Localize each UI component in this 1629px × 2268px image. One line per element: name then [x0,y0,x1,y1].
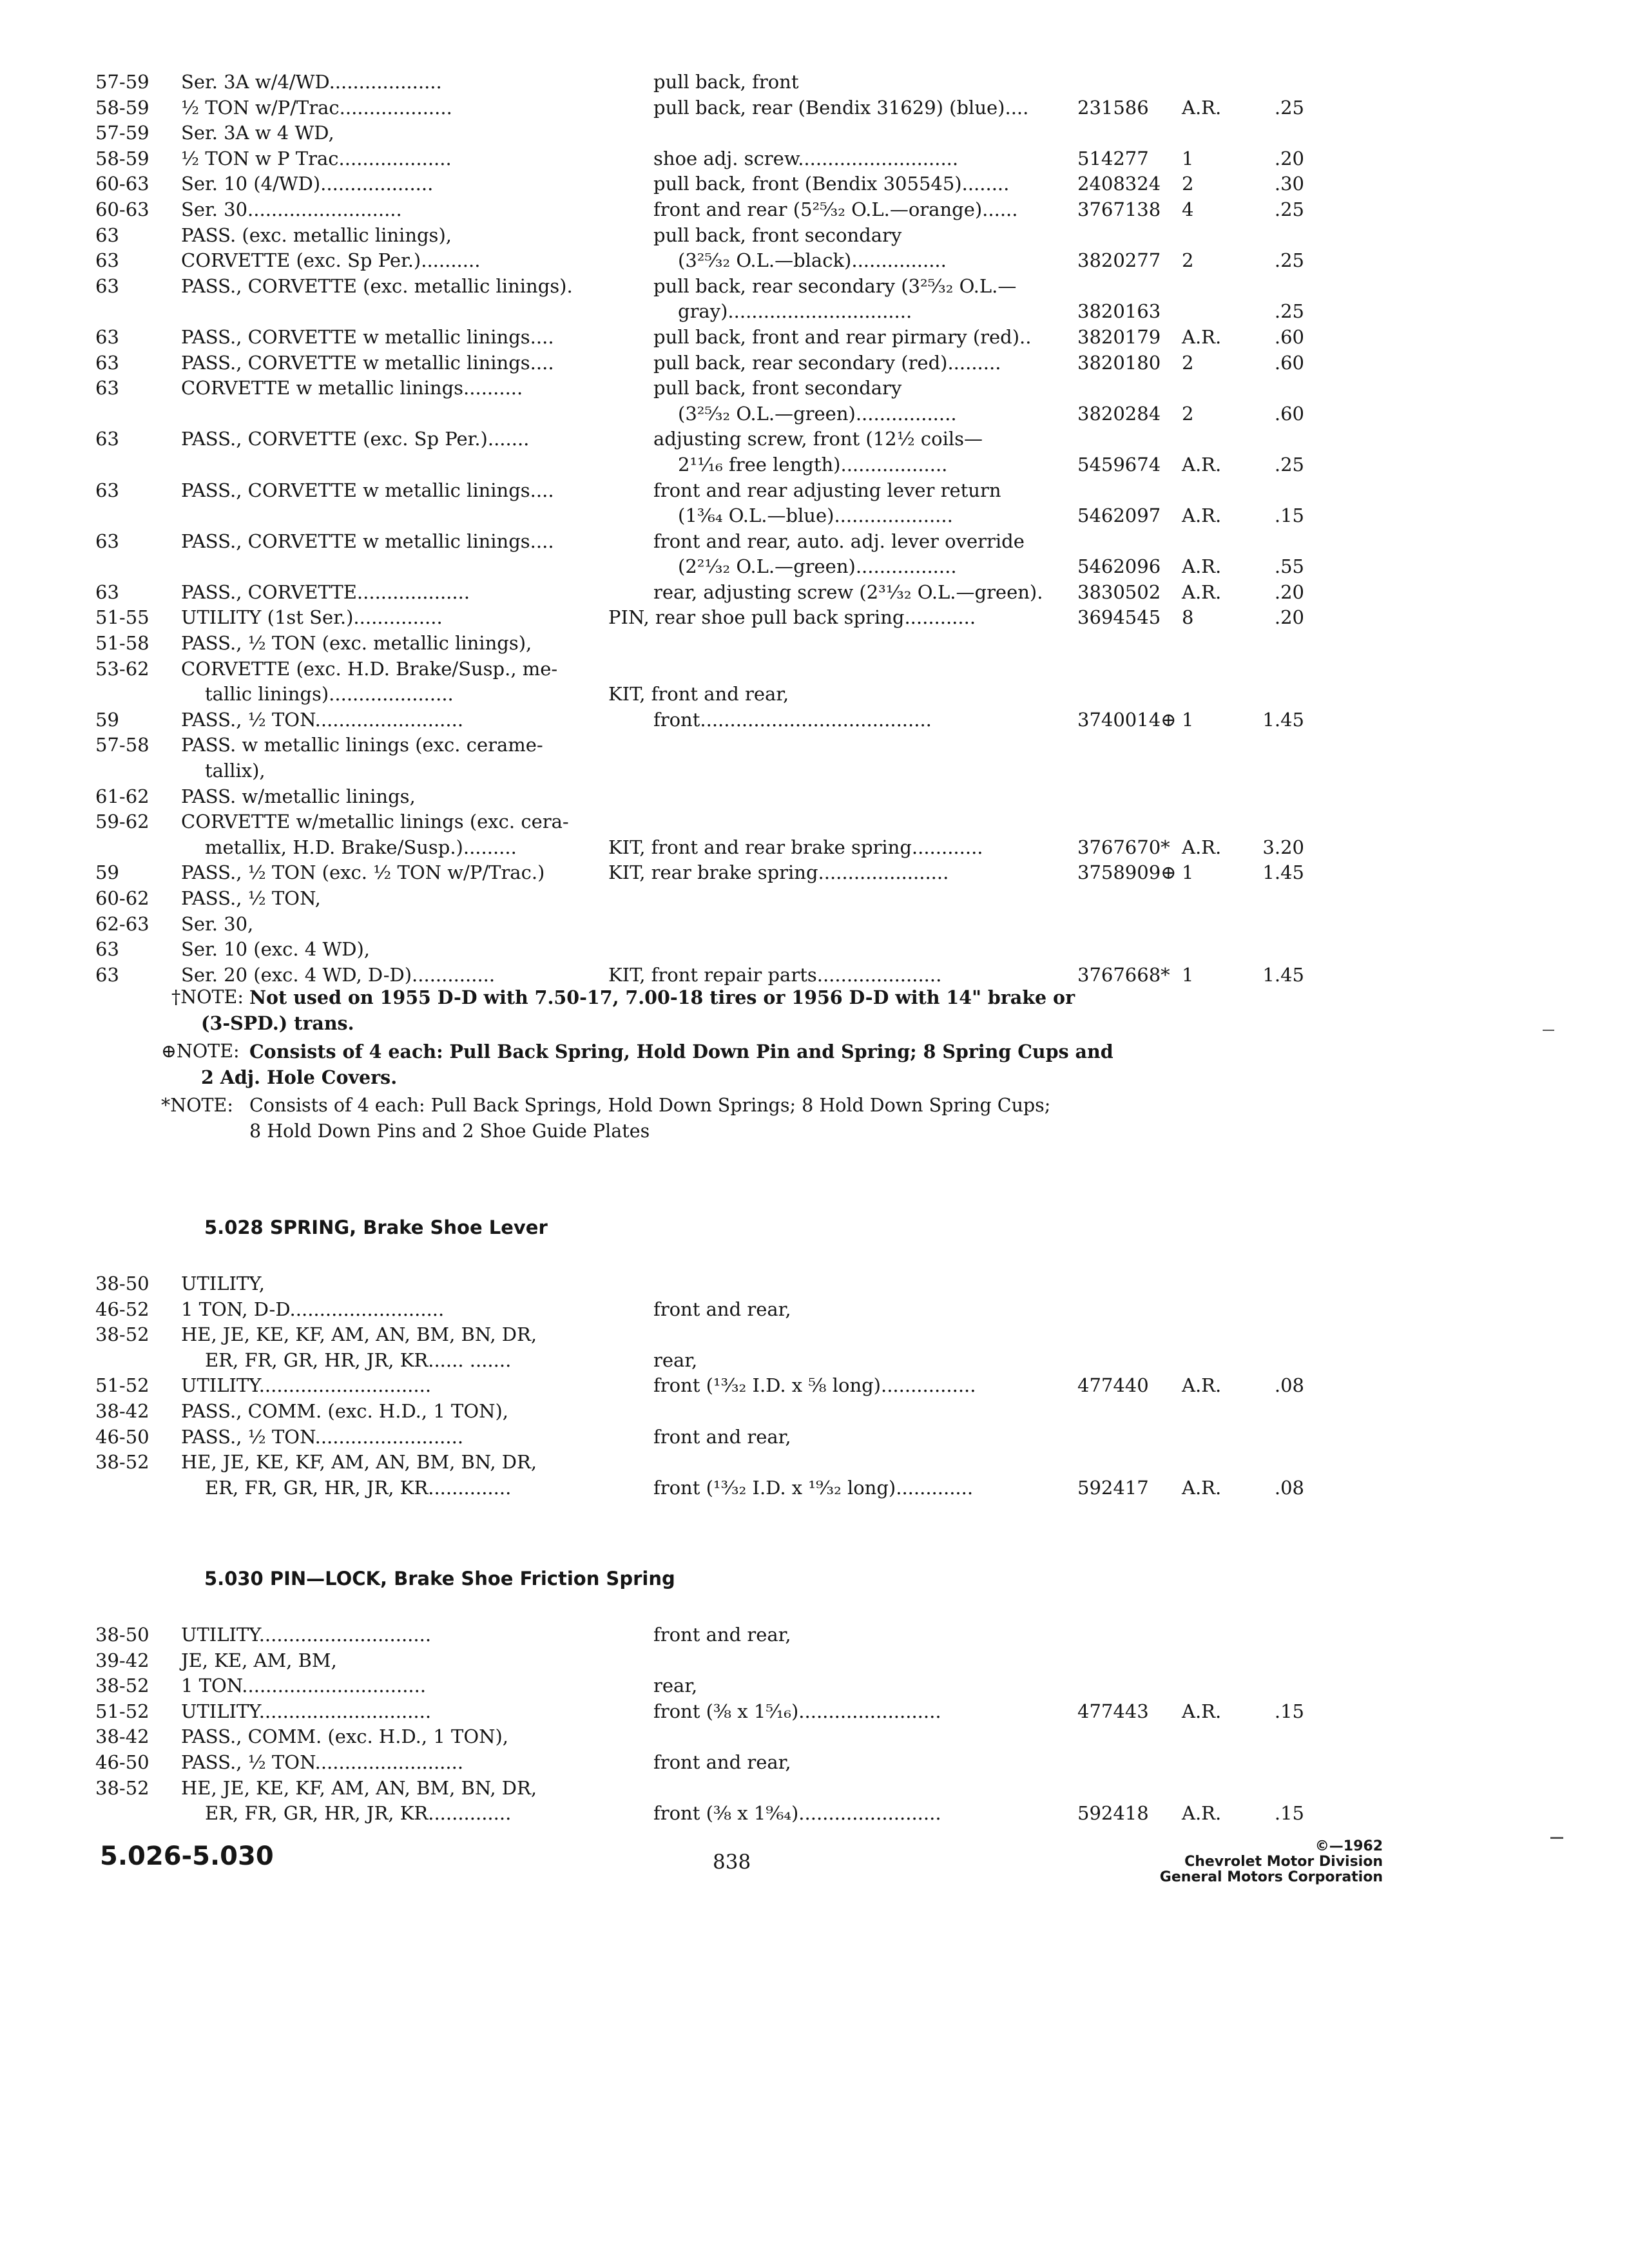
footer-page-number: 838 [713,1850,751,1874]
table-row [0,1399,1629,1425]
model-cell: 1 TON, D-D.......................... [181,1298,445,1320]
model-cell: Ser. 3A w/4/WD................... [181,71,442,93]
price-cell: .60 [1274,325,1304,348]
table-row [0,1724,1629,1750]
year-cell: 63 [95,351,119,374]
quantity-cell: 2 [1182,351,1194,374]
quantity-cell: 1 [1182,708,1194,731]
part-number-cell: 3767138 [1077,198,1161,220]
table-row [0,707,1629,733]
note-text-continued: 2 Adj. Hole Covers. [201,1066,398,1088]
part-number-cell: 3694545 [1077,606,1161,629]
description-cell: PIN, rear shoe pull back spring............ [608,606,976,629]
year-cell: 38-50 [95,1273,149,1294]
model-cell: UTILITY............................. [181,1374,432,1397]
year-cell: 46-50 [95,1751,149,1773]
table-row [0,1373,1629,1399]
year-cell: 63 [95,377,119,399]
description-cell: front and rear, auto. adj. lever override [653,530,1025,552]
model-cell: PASS., CORVETTE................... [181,581,470,603]
description-cell: pull back, front (Bendix 305545)........ [653,173,1010,195]
part-number-cell: 3820180 [1077,351,1161,374]
table-row [0,248,1629,274]
quantity-cell: 4 [1182,198,1194,220]
spring-brake-shoe-lever-table [0,1271,1629,1501]
part-number-cell: 3820179 [1077,325,1161,348]
part-number-cell: 5459674 [1077,453,1161,476]
year-cell: 59 [95,708,119,731]
part-number-cell: 5462097 [1077,505,1161,527]
model-cell: CORVETTE (exc. Sp Per.).......... [181,249,481,272]
description-cell: front....................................... [653,708,932,731]
table-row [0,1271,1629,1297]
section-heading-5-030: 5.030 PIN—LOCK, Brake Shoe Friction Spring [204,1568,675,1590]
model-cell: PASS. (exc. metallic linings), [181,224,452,246]
quantity-cell: 1 [1182,147,1194,169]
year-cell: 63 [95,428,119,450]
scan-mark [1550,1837,1563,1839]
description-cell: pull back, rear (Bendix 31629) (blue).... [653,96,1029,119]
part-number-cell: 3767670* [1077,836,1170,858]
description-cell: (2²¹⁄₃₂ O.L.—green)................. [678,555,957,578]
model-cell: HE, JE, KE, KF, AM, AN, BM, BN, DR, [181,1451,537,1474]
table-row [0,1348,1629,1374]
model-cell: PASS., CORVETTE w metallic linings.... [181,530,554,552]
part-number-cell: 2408324 [1077,173,1161,195]
model-cell: HE, JE, KE, KF, AM, AN, BM, BN, DR, [181,1776,537,1799]
model-cell: Ser. 10 (4/WD)................... [181,173,434,195]
description-cell: pull back, front and rear pirmary (red).. [653,325,1032,348]
table-row [0,1425,1629,1450]
table-row [0,1322,1629,1348]
quantity-cell: A.R. [1182,505,1222,527]
price-cell: .15 [1274,1802,1304,1825]
model-cell: tallix), [205,760,265,782]
table-row [0,401,1629,427]
quantity-cell: 1 [1182,861,1194,884]
year-cell: 63 [95,479,119,501]
note-text: Consists of 4 each: Pull Back Springs, Hold Down Springs; 8 Hold Down Spring Cups; [249,1095,1051,1116]
price-cell: 3.20 [1262,836,1304,858]
quantity-cell: 8 [1182,606,1194,629]
description-cell: gray)............................... [678,300,912,323]
price-cell: .20 [1274,581,1304,603]
quantity-cell: A.R. [1182,1802,1222,1825]
note-text-continued: (3-SPD.) trans. [201,1012,354,1034]
quantity-cell: A.R. [1182,1476,1222,1499]
model-cell: UTILITY (1st Ser.)............... [181,606,443,629]
quantity-cell: A.R. [1182,325,1222,348]
year-cell: 46-50 [95,1425,149,1448]
model-cell: PASS., ½ TON, [181,887,321,909]
model-cell: ER, FR, GR, HR, JR, KR...... ....... [205,1349,512,1371]
year-cell: 63 [95,938,119,961]
table-row [0,886,1629,912]
year-cell: 59 [95,861,119,884]
price-cell: .30 [1274,173,1304,195]
section-heading-5-028: 5.028 SPRING, Brake Shoe Lever [204,1216,548,1238]
table-row [0,758,1629,784]
year-cell: 39-42 [95,1649,149,1671]
model-cell: PASS., CORVETTE (exc. metallic linings). [181,274,573,297]
quantity-cell: A.R. [1182,581,1222,603]
table-row [0,146,1629,172]
quantity-cell: A.R. [1182,1700,1222,1722]
notes-block [0,985,1629,1144]
table-row [0,554,1629,580]
year-cell: 38-42 [95,1399,149,1422]
year-cell: 63 [95,581,119,603]
model-cell: Ser. 3A w 4 WD, [181,122,334,144]
table-row [0,376,1629,401]
copyright-year: ©—1962 [1315,1838,1383,1854]
table-row [0,1699,1629,1725]
table-row [0,70,1629,95]
description-cell: front and rear, [653,1298,791,1320]
description-cell: front and rear, [653,1751,791,1773]
part-number-cell: 477443 [1077,1700,1149,1722]
year-cell: 61-62 [95,785,149,807]
year-cell: 51-52 [95,1374,149,1397]
table-row [0,1750,1629,1776]
model-cell: CORVETTE w/metallic linings (exc. cera- [181,811,569,833]
description-cell: shoe adj. screw........................... [653,147,959,169]
model-cell: PASS., ½ TON......................... [181,1425,464,1448]
table-row [0,95,1629,121]
quantity-cell: A.R. [1182,555,1222,578]
model-cell: PASS., ½ TON (exc. ½ TON w/P/Trac.) [181,861,545,884]
model-cell: ER, FR, GR, HR, JR, KR.............. [205,1476,512,1499]
description-cell: pull back, rear secondary (3²⁵⁄₃₂ O.L.— [653,274,1017,297]
price-cell: .25 [1274,249,1304,272]
description-cell: adjusting screw, front (12½ coils— [653,428,983,450]
table-row [0,784,1629,810]
footer-copyright [1095,1839,1383,1885]
table-row [0,605,1629,631]
year-cell: 60-63 [95,173,149,195]
model-cell: PASS., CORVETTE w metallic linings.... [181,325,554,348]
description-cell: front (¹³⁄₃₂ I.D. x ¹⁹⁄₃₂ long)............. [653,1476,974,1499]
part-number-cell: 3820284 [1077,402,1161,425]
table-row [0,223,1629,249]
table-row [0,733,1629,758]
model-cell: ½ TON w P Trac................... [181,147,452,169]
year-cell: 46-52 [95,1298,149,1320]
table-row [0,631,1629,657]
quantity-cell: A.R. [1182,453,1222,476]
year-cell: 60-63 [95,198,149,220]
table-row [0,274,1629,300]
part-number-cell: 592417 [1077,1476,1149,1499]
description-cell: 2¹¹⁄₁₆ free length).................. [678,453,948,476]
year-cell: 53-62 [95,657,149,680]
note-text: Consists of 4 each: Pull Back Spring, Hold Down Pin and Spring; 8 Spring Cups and [249,1041,1113,1062]
year-cell: 63 [95,274,119,297]
table-row [0,452,1629,478]
model-cell: PASS. w/metallic linings, [181,785,416,807]
table-row [0,657,1629,682]
note-line-continued [0,1064,1629,1090]
description-cell: KIT, front repair parts..................... [608,963,942,986]
model-cell: PASS., COMM. (exc. H.D., 1 TON), [181,1399,509,1422]
description-cell: rear, [653,1349,698,1371]
price-cell: .25 [1274,198,1304,220]
description-cell: KIT, front and rear brake spring............ [608,836,983,858]
description-cell: (3²⁵⁄₃₂ O.L.—green)................. [678,402,957,425]
model-cell: PASS., ½ TON......................... [181,708,464,731]
part-number-cell: 3740014⊕ [1077,708,1177,731]
model-cell: ER, FR, GR, HR, JR, KR.............. [205,1802,512,1825]
quantity-cell: 2 [1182,173,1194,195]
year-cell: 38-42 [95,1725,149,1748]
scan-mark [1543,1030,1554,1031]
part-number-cell: 3758909⊕ [1077,861,1177,884]
year-cell: 63 [95,530,119,552]
quantity-cell: A.R. [1182,836,1222,858]
table-row [0,478,1629,504]
description-cell: KIT, rear brake spring...................... [608,861,949,884]
year-cell: 38-52 [95,1451,149,1474]
model-cell: metallix, H.D. Brake/Susp.)......... [205,836,517,858]
year-cell: 38-52 [95,1323,149,1346]
price-cell: .15 [1274,1700,1304,1722]
model-cell: PASS., CORVETTE w metallic linings.... [181,351,554,374]
part-number-cell: 231586 [1077,96,1149,119]
year-cell: 57-59 [95,71,149,93]
part-number-cell: 3820163 [1077,300,1161,323]
table-row [0,1622,1629,1648]
note-prefix: *NOTE: [161,1095,233,1116]
quantity-cell: 2 [1182,249,1194,272]
price-cell: .55 [1274,555,1304,578]
model-cell: Ser. 10 (exc. 4 WD), [181,938,371,961]
model-cell: PASS., ½ TON......................... [181,1751,464,1773]
table-row [0,912,1629,937]
year-cell: 38-52 [95,1675,149,1697]
part-number-cell: 514277 [1077,147,1149,169]
table-row [0,580,1629,606]
table-row [0,427,1629,452]
description-cell: rear, [653,1675,698,1697]
table-row [0,1297,1629,1323]
note-prefix: †NOTE: [171,986,244,1008]
part-number-cell: 3820277 [1077,249,1161,272]
year-cell: 63 [95,249,119,272]
model-cell: CORVETTE (exc. H.D. Brake/Susp., me- [181,657,558,680]
year-cell: 63 [95,963,119,986]
model-cell: PASS., CORVETTE w metallic linings.... [181,479,554,501]
model-cell: HE, JE, KE, KF, AM, AN, BM, BN, DR, [181,1323,537,1346]
description-cell: pull back, rear secondary (red)......... [653,351,1001,374]
table-row [0,351,1629,376]
part-number-cell: 3830502 [1077,581,1161,603]
footer-section-range: 5.026-5.030 [100,1841,274,1871]
quantity-cell: A.R. [1182,1374,1222,1397]
description-cell: (1³⁄₆₄ O.L.—blue).................... [678,505,953,527]
quantity-cell: A.R. [1182,96,1222,119]
note-line-continued [0,1119,1629,1144]
year-cell: 51-58 [95,632,149,655]
description-cell: front and rear, [653,1425,791,1448]
table-row [0,860,1629,886]
table-row [0,120,1629,146]
note-line-continued [0,1010,1629,1036]
description-cell: pull back, front secondary [653,377,902,399]
model-cell: Ser. 20 (exc. 4 WD, D-D).............. [181,963,496,986]
model-cell: UTILITY............................. [181,1624,432,1646]
description-cell: pull back, front [653,71,799,93]
year-cell: 58-59 [95,147,149,169]
year-cell: 38-50 [95,1624,149,1646]
price-cell: 1.45 [1262,708,1304,731]
year-cell: 57-59 [95,122,149,144]
description-cell: front and rear adjusting lever return [653,479,1001,501]
copyright-corporation: General Motors Corporation [1159,1869,1383,1885]
description-cell: rear, adjusting screw (2³¹⁄₃₂ O.L.—green). [653,581,1043,603]
model-cell: PASS., ½ TON (exc. metallic linings), [181,632,532,655]
quantity-cell: 2 [1182,402,1194,425]
model-cell: UTILITY............................. [181,1700,432,1722]
year-cell: 59-62 [95,811,149,833]
table-row [0,937,1629,963]
table-row [0,1648,1629,1674]
table-row [0,682,1629,707]
model-cell: tallic linings)..................... [205,683,454,706]
price-cell: .20 [1274,147,1304,169]
note-line [0,1093,1629,1119]
spring-table-continued [0,70,1629,988]
copyright-division: Chevrolet Motor Division [1184,1854,1383,1870]
table-row [0,1776,1629,1802]
description-cell: KIT, front and rear, [608,683,789,706]
price-cell: .08 [1274,1476,1304,1499]
table-row [0,197,1629,223]
part-number-cell: 477440 [1077,1374,1149,1397]
year-cell: 60-62 [95,887,149,909]
price-cell: .20 [1274,606,1304,629]
year-cell: 51-52 [95,1700,149,1722]
year-cell: 62-63 [95,912,149,935]
price-cell: .25 [1274,96,1304,119]
note-text: Not used on 1955 D-D with 7.50-17, 7.00-18 tires or 1956 D-D with 14" brake or [249,986,1075,1008]
model-cell: UTILITY, [181,1273,265,1294]
description-cell: front and rear (5²⁵⁄₃₂ O.L.—orange)...... [653,198,1018,220]
model-cell: JE, KE, AM, BM, [181,1649,337,1671]
pin-lock-table [0,1622,1629,1827]
note-line [0,985,1629,1010]
price-cell: .25 [1274,453,1304,476]
description-cell: front (¹³⁄₃₂ I.D. x ⅝ long)................ [653,1374,976,1397]
price-cell: .60 [1274,351,1304,374]
model-cell: PASS. w metallic linings (exc. cerame- [181,734,543,756]
description-cell: pull back, front secondary [653,224,902,246]
price-cell: 1.45 [1262,963,1304,986]
table-row [0,1801,1629,1827]
quantity-cell: 1 [1182,963,1194,986]
table-row [0,503,1629,529]
note-line [0,1039,1629,1064]
model-cell: Ser. 30, [181,912,254,935]
year-cell: 63 [95,224,119,246]
model-cell: 1 TON............................... [181,1675,427,1697]
note-text-continued: 8 Hold Down Pins and 2 Shoe Guide Plates [249,1120,650,1142]
year-cell: 57-58 [95,734,149,756]
description-cell: front (⅜ x 1⁵⁄₁₆)........................ [653,1700,941,1722]
table-row [0,1450,1629,1475]
year-cell: 58-59 [95,96,149,119]
model-cell: PASS., CORVETTE (exc. Sp Per.)....... [181,428,530,450]
table-row [0,529,1629,555]
table-row [0,171,1629,197]
price-cell: .60 [1274,402,1304,425]
model-cell: ½ TON w/P/Trac................... [181,96,452,119]
part-number-cell: 3767668* [1077,963,1170,986]
part-number-cell: 5462096 [1077,555,1161,578]
model-cell: Ser. 30.......................... [181,198,402,220]
year-cell: 63 [95,325,119,348]
year-cell: 51-55 [95,606,149,629]
table-row [0,1475,1629,1501]
note-prefix: ⊕NOTE: [161,1041,240,1062]
year-cell: 38-52 [95,1776,149,1799]
table-row [0,835,1629,861]
description-cell: (3²⁵⁄₃₂ O.L.—black)................ [678,249,947,272]
table-row [0,325,1629,351]
price-cell: .15 [1274,505,1304,527]
price-cell: 1.45 [1262,861,1304,884]
price-cell: .08 [1274,1374,1304,1397]
price-cell: .25 [1274,300,1304,323]
model-cell: CORVETTE w metallic linings.......... [181,377,523,399]
table-row [0,809,1629,835]
table-row [0,1673,1629,1699]
description-cell: front (⅜ x 1⁹⁄₆₄)........................ [653,1802,941,1825]
model-cell: PASS., COMM. (exc. H.D., 1 TON), [181,1725,509,1748]
description-cell: front and rear, [653,1624,791,1646]
table-row [0,299,1629,325]
part-number-cell: 592418 [1077,1802,1149,1825]
